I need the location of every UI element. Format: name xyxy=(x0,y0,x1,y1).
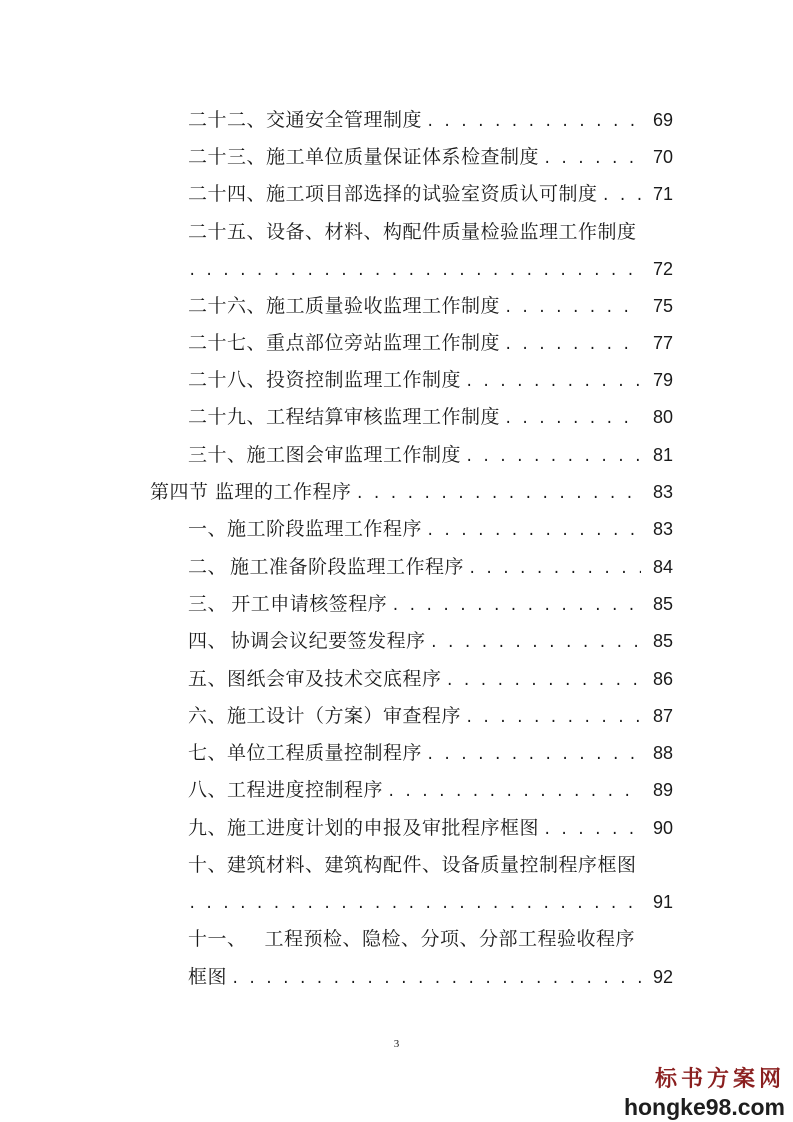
toc-entry[interactable] xyxy=(188,776,673,804)
toc-entry-title: 三十、施工图会审监理工作制度 xyxy=(188,444,462,466)
toc-leader-dots xyxy=(461,443,641,469)
toc-entry[interactable] xyxy=(188,739,673,767)
toc-entry-title: 第四节 监理的工作程序 xyxy=(150,481,352,503)
toc-entry-title: 二十六、施工质量验收监理工作制度 xyxy=(188,295,501,317)
toc-entry[interactable] xyxy=(188,515,673,543)
toc-entry[interactable] xyxy=(188,143,673,171)
toc-entry-page: 92 xyxy=(652,967,673,987)
toc-entry[interactable] xyxy=(188,441,673,469)
toc-leader-dots xyxy=(500,331,641,357)
toc-entry-title[interactable]: 二十五、设备、材料、构配件质量检验监理工作制度 xyxy=(188,221,637,243)
toc-entry[interactable] xyxy=(188,329,673,357)
toc-entry-page: 91 xyxy=(652,892,673,912)
toc-entry-page: 88 xyxy=(652,743,673,763)
toc-entry-title: 二、 xyxy=(188,556,228,578)
toc-entry[interactable] xyxy=(188,403,673,431)
toc-entry[interactable] xyxy=(188,366,673,394)
site-watermark-logo xyxy=(585,1066,785,1120)
toc-leader-dots xyxy=(387,592,641,618)
toc-entry[interactable] xyxy=(188,702,673,730)
toc-entry-title[interactable]: 十、建筑材料、建筑构配件、设备质量控制程序框图 xyxy=(188,854,637,876)
toc-entry-title-text: 工程预检、隐检、分项、分部工程验收程序 xyxy=(264,928,636,950)
toc-leader-dots xyxy=(464,555,641,581)
toc-entry-page: 71 xyxy=(652,184,673,204)
toc-entry-page: 72 xyxy=(652,259,673,279)
toc-leader-dots xyxy=(422,517,641,543)
toc-entry-title: 二十三、施工单位质量保证体系检查制度 xyxy=(188,146,540,168)
toc-entry-title: 二十七、重点部位旁站监理工作制度 xyxy=(188,332,501,354)
toc-entry[interactable] xyxy=(188,814,673,842)
toc-entry-title: 九、施工进度计划的申报及审批程序框图 xyxy=(188,817,540,839)
toc-entry-page: 85 xyxy=(652,631,673,651)
toc-section-entry[interactable] xyxy=(150,478,673,506)
toc-leader-dots xyxy=(539,145,641,171)
toc-leader-dots xyxy=(461,368,641,394)
toc-entry-page: 85 xyxy=(652,594,673,614)
toc-entry-title-text: 施工准备阶段监理工作程序 xyxy=(229,556,464,578)
toc-entry[interactable] xyxy=(188,180,673,208)
toc-entry-page: 80 xyxy=(652,407,673,427)
toc-entry-page: 70 xyxy=(652,147,673,167)
toc-entry-title: 二十四、施工项目部选择的试验室资质认可制度 xyxy=(188,183,598,205)
toc-leader-dots xyxy=(598,182,641,208)
toc-leader-dots xyxy=(188,257,641,283)
toc-entry-page: 79 xyxy=(652,370,673,390)
toc-leader-dots xyxy=(539,816,641,842)
toc-entry-page: 83 xyxy=(652,482,673,502)
toc-entry[interactable] xyxy=(188,627,673,655)
watermark-chinese-text: 标书方案网 xyxy=(654,1067,785,1092)
toc-entry-title: 一、施工阶段监理工作程序 xyxy=(188,518,423,540)
toc-leader-dots xyxy=(442,667,641,693)
toc-leader-dots xyxy=(352,480,641,506)
toc-entry-title: 七、单位工程质量控制程序 xyxy=(188,742,423,764)
toc-entry-title: 三、 xyxy=(188,593,228,615)
toc-entry-number: 十一、 xyxy=(188,928,247,950)
toc-entry-page: 86 xyxy=(652,669,673,689)
toc-entry-page: 75 xyxy=(652,296,673,316)
toc-entry-title-text: 开工申请核签程序 xyxy=(231,593,388,615)
toc-entry-continuation[interactable] xyxy=(188,255,673,283)
toc-leader-dots xyxy=(426,629,641,655)
toc-leader-dots xyxy=(461,704,641,730)
toc-leader-dots xyxy=(383,778,641,804)
toc-leader-dots xyxy=(227,965,641,991)
toc-entry-title: 六、施工设计（方案）审查程序 xyxy=(188,705,462,727)
toc-entry-page: 87 xyxy=(652,706,673,726)
toc-entry-title: 二十二、交通安全管理制度 xyxy=(188,109,423,131)
toc-entry[interactable] xyxy=(188,665,673,693)
toc-leader-dots xyxy=(500,294,641,320)
toc-entry-title[interactable] xyxy=(188,925,635,953)
toc-leader-dots xyxy=(500,405,641,431)
toc-entry-page: 84 xyxy=(652,557,673,577)
toc-entry-page: 69 xyxy=(652,110,673,130)
toc-entry-title: 框图 xyxy=(188,966,228,988)
toc-entry-title: 二十九、工程结算审核监理工作制度 xyxy=(188,406,501,428)
toc-entry-title: 八、工程进度控制程序 xyxy=(188,779,384,801)
toc-entry-title: 二十八、投资控制监理工作制度 xyxy=(188,369,462,391)
toc-entry-title-text: 协调会议纪要签发程序 xyxy=(230,630,426,652)
toc-entry[interactable] xyxy=(188,106,673,134)
toc-entry-page: 77 xyxy=(652,333,673,353)
toc-entry[interactable] xyxy=(188,553,673,581)
toc-entry-title: 四、 xyxy=(188,630,228,652)
toc-leader-dots xyxy=(188,890,641,916)
page-number: 3 xyxy=(393,1038,400,1050)
toc-entry[interactable] xyxy=(188,292,673,320)
toc-leader-dots xyxy=(422,108,641,134)
watermark-domain-text: hongke98.com xyxy=(623,1094,785,1120)
toc-entry-page: 81 xyxy=(652,445,673,465)
toc-entry[interactable] xyxy=(188,590,673,618)
toc-entry-continuation[interactable] xyxy=(188,888,673,916)
toc-entry-continuation[interactable] xyxy=(188,963,673,991)
toc-entry-page: 90 xyxy=(652,818,673,838)
toc-entry-page: 89 xyxy=(652,780,673,800)
toc-entry-title: 五、图纸会审及技术交底程序 xyxy=(188,668,442,690)
toc-entry-page: 83 xyxy=(652,519,673,539)
toc-leader-dots xyxy=(422,741,641,767)
